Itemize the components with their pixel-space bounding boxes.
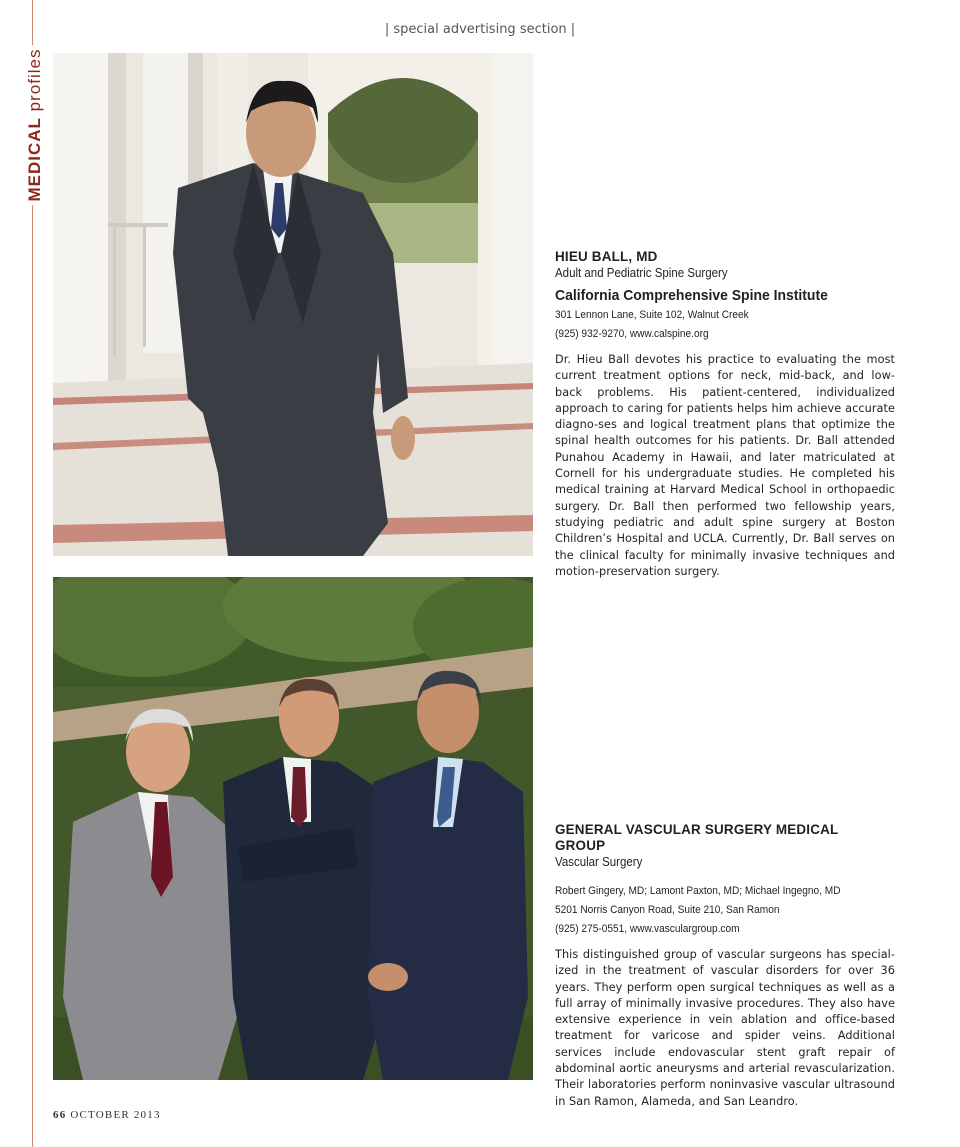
issue-date: OCTOBER 2013 [70,1109,161,1121]
practice-address: 301 Lennon Lane, Suite 102, Walnut Creek [555,309,749,321]
surgeon-group-photo [53,577,533,1080]
doctor-portrait-photo [53,53,533,556]
side-label-bold: MEDICAL [25,117,44,202]
group-bio: This distinguished group of vascular surgeons has special-ized in the treatment of vascular disorders for over 36 years. They perform open surgical techniques as well as a full array of minimally invasive procedures. They also have extensive experience in vein ablation and office-based treatment for varicose and spider veins. Additional services include endovascular stent graft repair of abdominal aortic aneurysms and arterial revascularization. Their laboratories perform noninvasive vascular ultrasound in San Ramon, Alameda, and San Leandro. [555,948,895,1108]
group-doctors: Robert Gingery, MD; Lamont Paxton, MD; Michael Ingegno, MD [555,885,841,897]
advertising-section-label: | special advertising section | [384,22,576,37]
section-side-label [25,49,45,202]
side-label-light: profiles [25,48,44,112]
practice-name: California Comprehensive Spine Institute [555,287,828,304]
profile-vascular-group [555,821,895,1110]
doctor-bio: Dr. Hieu Ball devotes his practice to evaluating the most current treatment options for neck, mid-back, and low-back problems. His patient-centered, individualized approach to caring for patients helps him achieve accurate diagno-ses and logical treatment plans that optimize the spinal health outcomes for his patients. Dr. Ball attended Punahou Academy in Hawaii, and later matriculated at Cornell for his undergraduate studies. He completed his medical training at Harvard Medical School in orthopaedic surgery. Dr. Ball then performed two fellowship years, studying pediatric and adult spine surgery at Boston Children’s Hospital and UCLA. Currently, Dr. Ball serves on the clinical faculty for minimally invasive techniques and motion-preservation surgery. [555,353,895,578]
doctor-name: HIEU BALL, MD [555,248,658,264]
group-specialty: Vascular Surgery [555,855,643,869]
group-address: 5201 Norris Canyon Road, Suite 210, San Ramon [555,904,780,916]
group-name: GENERAL VASCULAR SURGERY MEDICAL GROUP [555,821,839,853]
profile-hieu-ball [555,248,895,580]
practice-contact: (925) 932-9270, www.calspine.org [555,328,709,340]
doctor-specialty: Adult and Pediatric Spine Surgery [555,266,728,280]
page-footer [53,1109,161,1121]
group-contact: (925) 275-0551, www.vasculargroup.com [555,923,740,935]
page-number: 66 [53,1109,67,1121]
